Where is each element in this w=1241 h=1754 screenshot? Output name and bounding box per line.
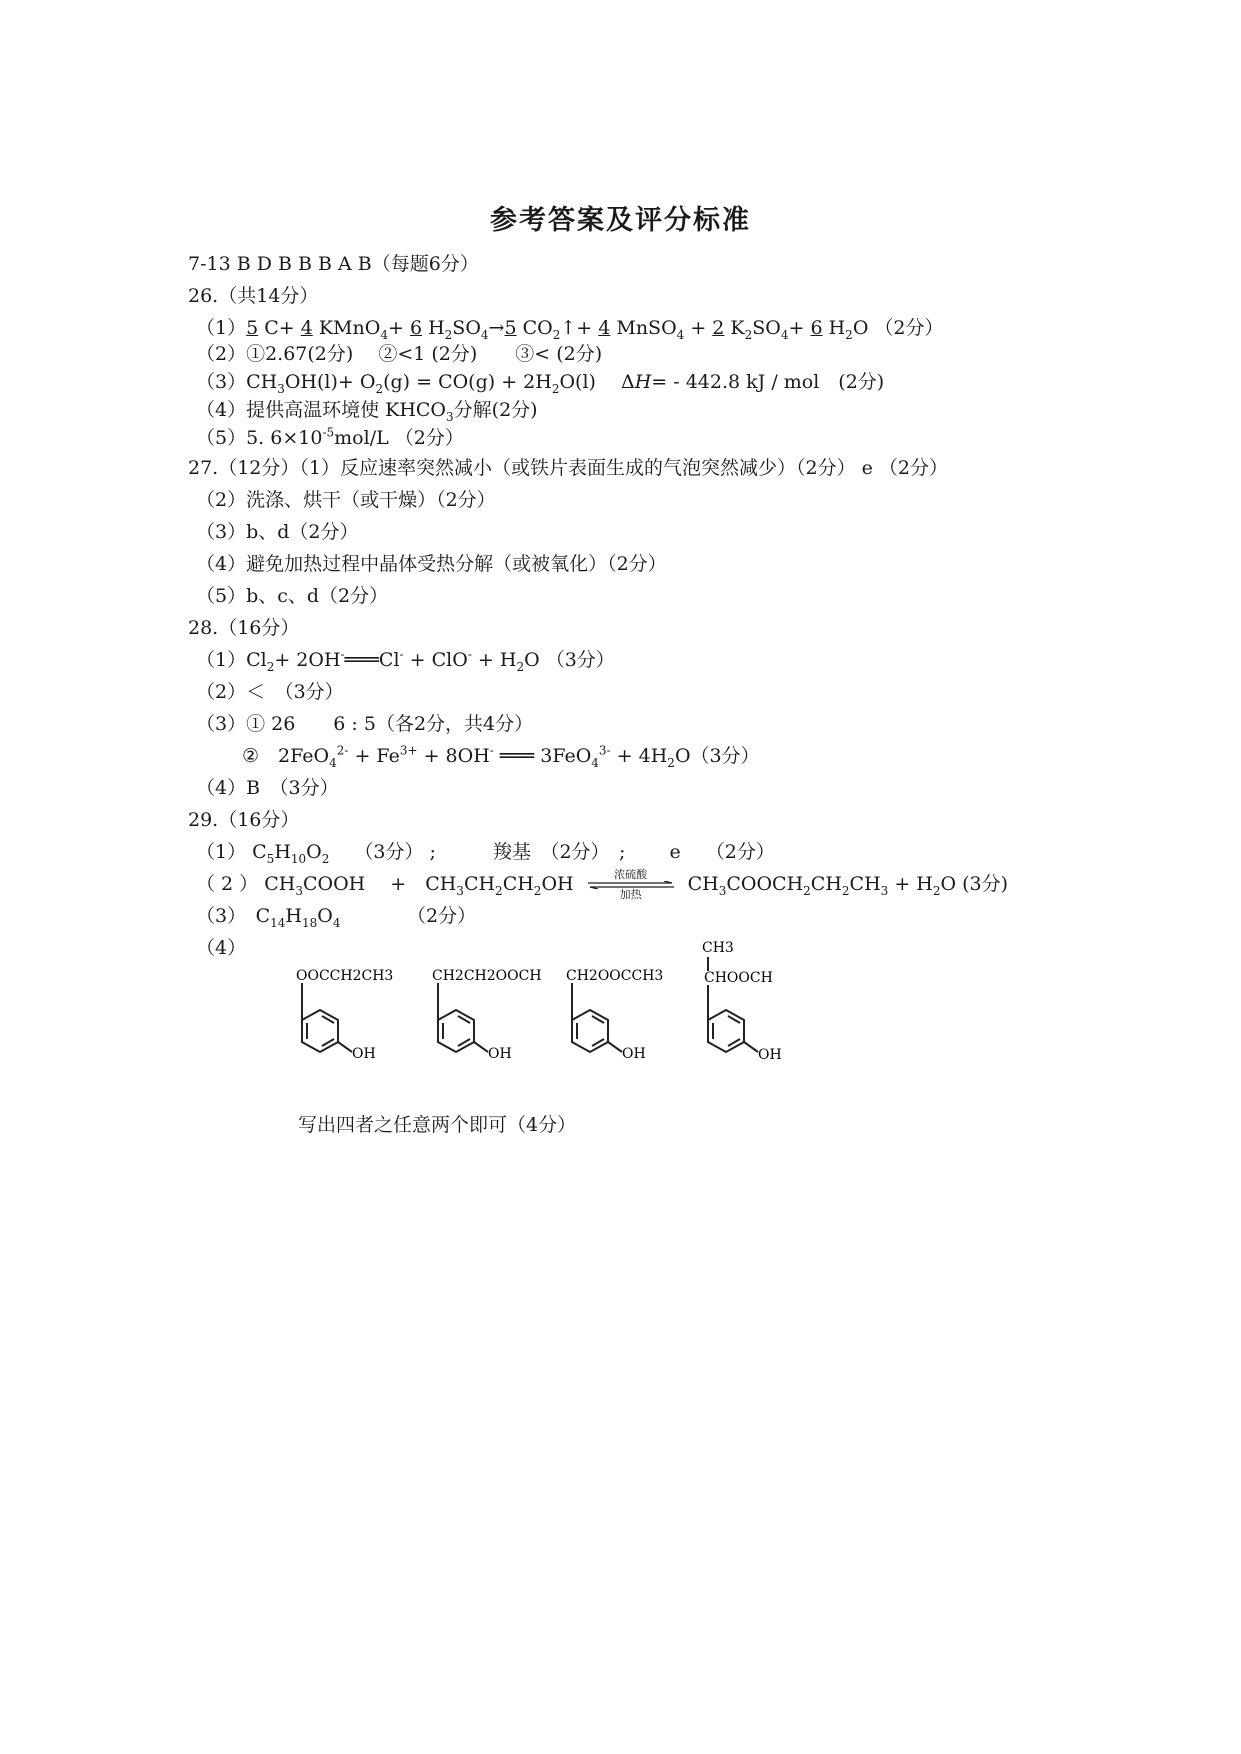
structure-2	[418, 965, 558, 1069]
structure-1	[282, 965, 412, 1069]
q28-part4: （4）B （3分）	[196, 777, 339, 799]
q27-part3: （3）b、d（2分）	[196, 521, 359, 543]
structure-2-group: CH2CH2OOCH	[432, 968, 542, 984]
page-title: 参考答案及评分标准	[490, 205, 751, 236]
q28-part3: （3）① 26 6 : 5（各2分，共4分）	[196, 713, 534, 735]
structure-1-oh: OH	[352, 1046, 376, 1062]
structure-3-group: CH2OOCCH3	[566, 968, 664, 984]
q29-part4: （4）	[196, 937, 247, 959]
q27-part1: 27.（12分）（1）反应速率突然减小（或铁片表面生成的气泡突然减少）（2分） e （2分）	[188, 457, 948, 479]
reversible-arrow: 浓硫酸 加热	[586, 873, 676, 897]
q29-part1: （1） $C_5H_{10}O_2$ （3分） ; 羧基 （2分） ; e （2分）	[196, 841, 775, 866]
q26-part4: （4）提供高温环境使 $KHCO_3$分解(2分)	[196, 399, 538, 424]
structure-4-group: CHOOCH	[704, 970, 773, 986]
q27-part4: （4）避免加热过程中晶体受热分解（或被氧化）（2分）	[196, 553, 667, 575]
q28-part2: （2）＜ （3分）	[196, 681, 344, 703]
structure-1-group: OOCCH2CH3	[296, 968, 394, 984]
q28-part1: $(1)Cl_2+$ 2OH-═══Cl- + $ClO^- + H_2O$ （3分）	[196, 647, 615, 674]
q28-header: 28.（16分）	[188, 617, 300, 639]
q27-part2: （2）洗涤、烘干（或干燥）（2分）	[196, 489, 496, 511]
q26-part1: （1）5 C+ 4 KMnO$_4$+ 6 $H_2SO_4\to 5$ $CO_2↑+ 4$ MnSO$_4$ + 2 $K_2SO_4+ 6$ $H_2O$ （2分）	[196, 317, 944, 342]
q29-part2: （ 2 ） $CH_3COOH$ + $CH_3CH_2CH_2OH$ 浓硫酸 加热 $CH_3COOCH_2CH_2CH_3 + H_2O$ (3分)	[196, 868, 1009, 901]
q26-part3: $(3)CH_3OH(l)+ O_2(g) = CO(g) + 2H_2O(l)$ ΔH= - 442.8 kJ / mol (2分)	[196, 371, 885, 396]
structure-4-group-top: CH3	[702, 940, 734, 956]
q26-part5: （5）5. $6\times 10^{-5}mol/L$ （2分）	[196, 425, 464, 449]
q26-header: 26.（共14分）	[188, 285, 319, 307]
q26-part2: （2）①2.67(2分) ②<1 (2分) ③< (2分)	[196, 343, 603, 365]
q27-part5: （5）b、c、d（2分）	[196, 585, 389, 607]
structure-2-oh: OH	[488, 1046, 512, 1062]
structure-3-oh: OH	[622, 1046, 646, 1062]
mc-answers: 7-13 B D B B B A B（每题6分）	[188, 253, 479, 275]
q29-part4-note: 写出四者之任意两个即可（4分）	[298, 1114, 577, 1136]
structure-4-oh: OH	[758, 1047, 782, 1063]
structure-3	[552, 965, 682, 1069]
structure-4	[688, 935, 818, 1069]
q29-part3: （3） $C_{14}H_{18}O_4$ （2分）	[196, 905, 477, 930]
q29-header: 29.（16分）	[188, 809, 300, 831]
q28-part3-equation: ② $2FeO_4^{2-} + Fe^{3+} + 8OH^-$ ═══ $3FeO_4^{3-} + 4H_2O(3$分）	[242, 743, 760, 770]
